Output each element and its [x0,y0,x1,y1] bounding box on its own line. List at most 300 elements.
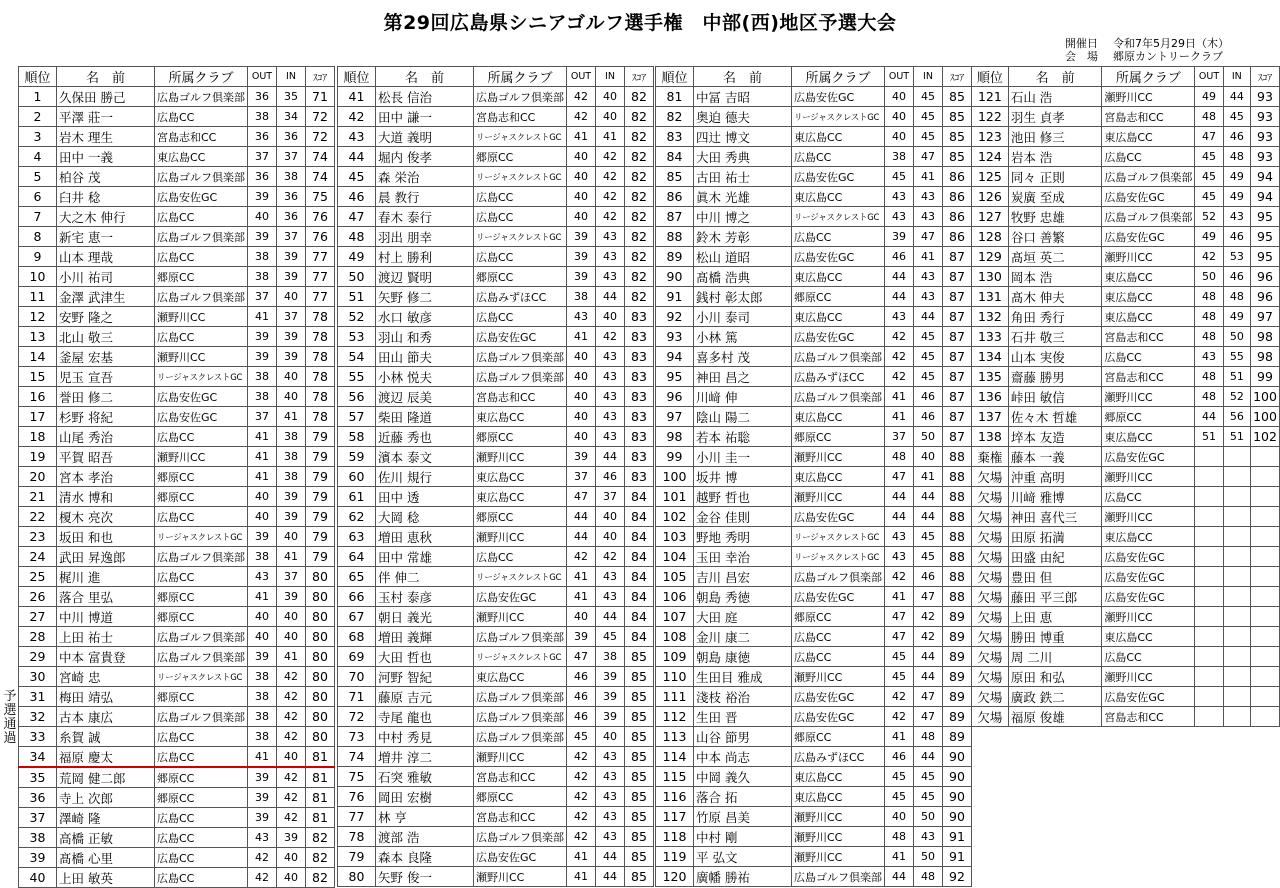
player-name: 佐川 規行 [376,467,474,487]
club-name: 瀬野川CC [155,347,248,367]
table-row [656,567,972,587]
total-score: 87 [943,247,972,267]
total-score: 82 [306,828,335,848]
player-name: 朝島 康徳 [694,647,792,667]
player-name: 田原 拓満 [1008,527,1102,547]
player-name: 河野 智紀 [376,667,474,687]
in-score: 39 [596,707,625,727]
header-club: 所属クラブ [474,67,567,87]
rank-cell: 83 [656,127,694,147]
total-score: 87 [943,327,972,347]
player-name: 福原 慶太 [57,747,155,768]
player-name: 高橋 正敏 [57,828,155,848]
out-score: 50 [1195,267,1223,287]
rank-cell: 欠場 [972,487,1009,507]
in-score: 55 [1223,347,1250,367]
rank-cell: 129 [972,247,1009,267]
in-score: 42 [596,187,625,207]
table-row [972,107,1280,127]
total-score: 93 [1250,147,1279,167]
club-name: 瀬野川CC [474,607,567,627]
club-name: 広島CC [1102,147,1195,167]
player-name: 中川 博道 [57,607,155,627]
player-name: 臼井 稔 [57,187,155,207]
player-name: 岡田 宏樹 [376,787,474,807]
player-name: 小林 篤 [694,327,792,347]
header-rank: 順位 [656,67,694,87]
table-row [972,227,1280,247]
club-name: 広島CC [792,227,885,247]
in-score: 40 [596,507,625,527]
player-name: 晨 教行 [376,187,474,207]
rank-cell: 120 [656,867,694,887]
rank-cell: 2 [19,107,57,127]
total-score [1250,487,1279,507]
table-row [338,187,654,207]
out-score: 40 [248,627,277,647]
total-score: 87 [943,347,972,367]
out-score: 39 [248,327,277,347]
in-score: 45 [914,327,943,347]
table-row [338,867,654,887]
out-score: 41 [248,467,277,487]
event-date: 開催日 令和7年5月29日（木） [1065,37,1229,50]
rank-cell: 64 [338,547,376,567]
total-score: 83 [625,387,654,407]
total-score: 84 [625,567,654,587]
club-name: 広島安佐GC [792,247,885,267]
page-title: 第29回広島県シニアゴルフ選手権 中部(西)地区予選大会 [383,12,897,34]
in-score: 44 [914,747,943,767]
table-row [656,847,972,867]
out-score: 44 [885,867,914,887]
rank-cell: 11 [19,287,57,307]
in-score: 46 [1223,127,1250,147]
rank-cell: 132 [972,307,1009,327]
club-name: 郷原CC [474,787,567,807]
out-score: 41 [248,747,277,768]
rank-cell: 18 [19,427,57,447]
club-name: 広島安佐GC [1102,447,1195,467]
rank-cell: 欠場 [972,587,1009,607]
in-score: 42 [277,707,306,727]
in-score: 45 [914,347,943,367]
club-name: 広島安佐GC [1102,587,1195,607]
total-score: 87 [943,387,972,407]
table-row [972,707,1280,727]
out-score: 52 [1195,207,1223,227]
table-row [338,107,654,127]
table-row [19,627,335,647]
player-name: 小川 泰司 [694,307,792,327]
rank-cell: 101 [656,487,694,507]
player-name: 寺上 次郎 [57,788,155,808]
in-score: 43 [596,767,625,787]
table-row [19,307,335,327]
in-score: 39 [277,347,306,367]
club-name: 広島ゴルフ倶楽部 [474,347,567,367]
total-score: 80 [306,607,335,627]
club-name: 広島安佐GC [1102,567,1195,587]
in-score: 40 [277,627,306,647]
in-score: 41 [914,247,943,267]
total-score: 79 [306,527,335,547]
out-score: 39 [248,227,277,247]
in-score: 43 [596,567,625,587]
player-name: 杉野 将紀 [57,407,155,427]
player-name: 同々 正則 [1008,167,1102,187]
table-row [338,207,654,227]
out-score: 47 [885,607,914,627]
player-name: 生田目 雅成 [694,667,792,687]
in-score: 50 [1223,327,1250,347]
player-name: 周 二川 [1008,647,1102,667]
in-score: 43 [596,347,625,367]
in-score: 50 [914,807,943,827]
total-score: 85 [625,727,654,747]
out-score: 49 [1195,227,1223,247]
table-row [972,607,1280,627]
table-row [972,527,1280,547]
rank-cell: 124 [972,147,1009,167]
club-name: 東広島CC [1102,427,1195,447]
in-score: 51 [1223,367,1250,387]
rank-cell: 棄権 [972,447,1009,467]
table-row [656,127,972,147]
rank-cell: 42 [338,107,376,127]
table-row [656,427,972,447]
in-score: 43 [596,367,625,387]
club-name: 東広島CC [792,767,885,787]
table-row [19,687,335,707]
out-score: 39 [567,227,596,247]
out-score: 41 [248,427,277,447]
out-score: 39 [567,447,596,467]
table-row [338,447,654,467]
total-score: 93 [1250,87,1279,107]
total-score: 90 [943,807,972,827]
rank-cell: 46 [338,187,376,207]
club-name: 瀬野川CC [1102,667,1195,687]
table-row [972,327,1280,347]
in-score: 41 [277,547,306,567]
table-row [338,167,654,187]
club-name: 瀬野川CC [1102,467,1195,487]
in-score: 45 [914,767,943,787]
rank-cell: 20 [19,467,57,487]
club-name: リージャスクレストGC [792,547,885,567]
club-name: 広島安佐GC [792,507,885,527]
out-score: 40 [248,207,277,227]
rank-cell: 114 [656,747,694,767]
rank-cell: 39 [19,848,57,868]
total-score: 102 [1250,427,1279,447]
table-row [19,567,335,587]
club-name: 広島ゴルフ倶楽部 [474,627,567,647]
club-name: 宮島志和CC [474,807,567,827]
table-row [338,267,654,287]
rank-cell: 51 [338,287,376,307]
rank-cell: 14 [19,347,57,367]
in-score: 46 [1223,267,1250,287]
rank-cell: 99 [656,447,694,467]
table-row [656,207,972,227]
out-score: 46 [567,667,596,687]
total-score: 88 [943,567,972,587]
out-score [1195,687,1223,707]
club-name: 東広島CC [792,267,885,287]
rank-cell: 73 [338,727,376,747]
table-row [656,607,972,627]
out-score: 37 [885,427,914,447]
out-score: 47 [885,627,914,647]
club-name: 郷原CC [792,727,885,747]
out-score: 40 [248,487,277,507]
table-row [656,747,972,767]
total-score: 95 [1250,227,1279,247]
rank-cell: 78 [338,827,376,847]
out-score [1195,607,1223,627]
total-score [1250,687,1279,707]
in-score [1223,627,1250,647]
out-score: 43 [248,567,277,587]
club-name: 郷原CC [155,587,248,607]
out-score: 38 [567,287,596,307]
rank-cell: 111 [656,687,694,707]
club-name: 瀬野川CC [155,447,248,467]
total-score: 91 [943,847,972,867]
table-row [338,367,654,387]
total-score: 85 [625,787,654,807]
table-row [656,387,972,407]
rank-cell: 89 [656,247,694,267]
table-row [656,647,972,667]
out-score: 42 [248,848,277,868]
out-score: 40 [885,87,914,107]
table-row [19,247,335,267]
rank-cell: 130 [972,267,1009,287]
rank-cell: 71 [338,687,376,707]
rank-cell: 108 [656,627,694,647]
player-name: 松長 信治 [376,87,474,107]
rank-cell: 135 [972,367,1009,387]
rank-cell: 31 [19,687,57,707]
total-score: 82 [306,868,335,888]
rank-cell: 56 [338,387,376,407]
player-name: 澤崎 隆 [57,808,155,828]
out-score: 45 [885,167,914,187]
player-name: 廣幡 勝祐 [694,867,792,887]
out-score: 48 [1195,367,1223,387]
out-score: 42 [885,687,914,707]
total-score [1250,507,1279,527]
out-score: 51 [1195,427,1223,447]
club-name: 郷原CC [1102,407,1195,427]
table-row [338,147,654,167]
results-table [337,66,654,887]
player-name: 森 栄治 [376,167,474,187]
total-score [1250,547,1279,567]
player-name: 山本 実俊 [1008,347,1102,367]
in-score: 43 [596,807,625,827]
in-score: 39 [277,507,306,527]
header-rank: 順位 [972,67,1009,87]
player-name: 梶川 進 [57,567,155,587]
player-name: 玉村 泰彦 [376,587,474,607]
out-score [1195,707,1223,727]
table-row [656,307,972,327]
out-score: 43 [885,207,914,227]
rank-cell: 欠場 [972,647,1009,667]
out-score: 45 [1195,147,1223,167]
table-row [338,687,654,707]
player-name: 藤本 一義 [1008,447,1102,467]
out-score: 40 [567,347,596,367]
club-name: 広島ゴルフ倶楽部 [474,827,567,847]
rank-cell: 19 [19,447,57,467]
player-name: 田盛 由紀 [1008,547,1102,567]
out-score: 38 [248,687,277,707]
player-name: 寺尾 龍也 [376,707,474,727]
out-score: 43 [1195,347,1223,367]
rank-cell: 欠場 [972,667,1009,687]
player-name: 吉川 昌宏 [694,567,792,587]
header-out: OUT [885,67,914,87]
table-row [19,267,335,287]
player-name: 牧野 忠雄 [1008,207,1102,227]
in-score: 43 [1223,207,1250,227]
table-row [338,347,654,367]
in-score: 44 [914,507,943,527]
in-score: 34 [277,107,306,127]
player-name: 梅田 靖弘 [57,687,155,707]
out-score: 45 [885,767,914,787]
club-name: 広島安佐GC [1102,187,1195,207]
rank-cell: 81 [656,87,694,107]
in-score: 51 [1223,427,1250,447]
table-row [338,387,654,407]
player-name: 北山 敬三 [57,327,155,347]
club-name: 広島CC [155,567,248,587]
player-name: 久保田 勝己 [57,87,155,107]
player-name: 落合 拓 [694,787,792,807]
total-score: 81 [306,788,335,808]
table-row [19,287,335,307]
player-name: 石山 浩 [1008,87,1102,107]
out-score: 40 [567,367,596,387]
table-row [656,507,972,527]
in-score: 45 [914,547,943,567]
rank-cell: 欠場 [972,507,1009,527]
in-score: 37 [277,567,306,587]
total-score: 83 [625,467,654,487]
club-name: 郷原CC [155,687,248,707]
table-row [19,848,335,868]
player-name: 埣本 友造 [1008,427,1102,447]
club-name: 東広島CC [792,187,885,207]
table-row [656,787,972,807]
out-score: 45 [1195,187,1223,207]
out-score: 43 [885,187,914,207]
club-name: 広島ゴルフ倶楽部 [474,727,567,747]
club-name: 広島安佐GC [474,327,567,347]
player-name: 朝日 義光 [376,607,474,627]
rank-cell: 55 [338,367,376,387]
club-name: 瀬野川CC [474,867,567,887]
rank-cell: 74 [338,747,376,767]
player-name: 勝田 博重 [1008,627,1102,647]
player-name: 福原 俊雄 [1008,707,1102,727]
out-score: 41 [567,587,596,607]
out-score: 41 [248,447,277,467]
in-score: 35 [277,87,306,107]
player-name: 平 弘文 [694,847,792,867]
out-score: 45 [1195,167,1223,187]
player-name: 野地 秀明 [694,527,792,547]
table-row [19,547,335,567]
total-score: 80 [306,647,335,667]
rank-cell: 128 [972,227,1009,247]
total-score: 80 [306,727,335,747]
club-name: 広島CC [155,507,248,527]
in-score: 40 [596,727,625,747]
header-score: ｽｺｱ [943,67,972,87]
table-row [19,647,335,667]
table-row [972,267,1280,287]
total-score: 81 [306,747,335,768]
table-row [338,727,654,747]
total-score [1250,667,1279,687]
out-score: 44 [885,287,914,307]
out-score: 44 [567,507,596,527]
club-name: 広島CC [155,107,248,127]
rank-cell: 112 [656,707,694,727]
table-row [656,87,972,107]
in-score: 46 [914,387,943,407]
rank-cell: 127 [972,207,1009,227]
table-row [972,307,1280,327]
player-name: 石井 敬三 [1008,327,1102,347]
in-score: 41 [277,407,306,427]
in-score: 43 [596,227,625,247]
table-row [972,447,1280,467]
total-score [1250,647,1279,667]
total-score: 82 [625,207,654,227]
player-name: 上田 恵 [1008,607,1102,627]
table-row [972,687,1280,707]
club-name: 瀬野川CC [792,847,885,867]
in-score: 44 [1223,87,1250,107]
player-name: 炭廣 至成 [1008,187,1102,207]
club-name: 広島安佐GC [792,87,885,107]
rank-cell: 121 [972,87,1009,107]
total-score: 83 [625,427,654,447]
rank-cell: 94 [656,347,694,367]
total-score: 88 [943,587,972,607]
player-name: 矢野 俊一 [376,867,474,887]
rank-cell: 91 [656,287,694,307]
rank-cell: 33 [19,727,57,747]
rank-cell: 86 [656,187,694,207]
out-score: 42 [567,807,596,827]
total-score: 88 [943,507,972,527]
player-name: 眞木 光雄 [694,187,792,207]
rank-cell: 27 [19,607,57,627]
in-score: 41 [596,127,625,147]
total-score: 79 [306,447,335,467]
rank-cell: 82 [656,107,694,127]
out-score: 48 [885,447,914,467]
